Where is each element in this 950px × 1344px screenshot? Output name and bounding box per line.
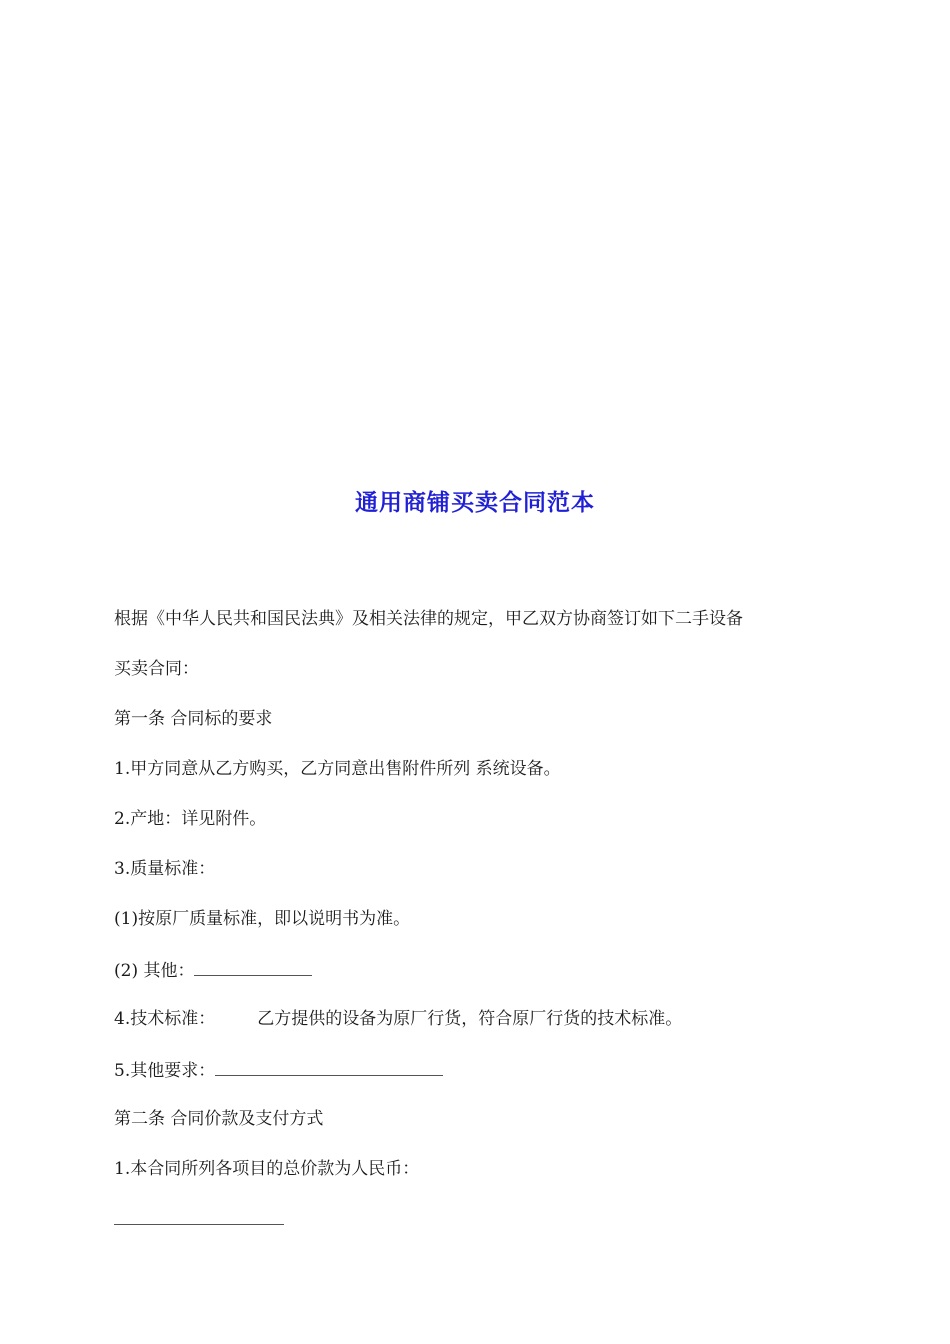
- article-2-heading: 第二条 合同价款及支付方式: [114, 1109, 324, 1129]
- item-4-label: 4.技术标准：: [114, 1009, 216, 1029]
- item-2: 2.产地：详见附件。: [114, 809, 267, 829]
- item-1: 1.甲方同意从乙方购买，乙方同意出售附件所列 系统设备。: [114, 759, 561, 779]
- item-5-label: 5.其他要求：: [114, 1061, 216, 1081]
- intro-line-2: 买卖合同：: [114, 659, 199, 679]
- item-3-2-label: (2) 其他：: [114, 961, 195, 981]
- item-4-text: 乙方提供的设备为原厂行货，符合原厂行货的技术标准。: [257, 1009, 683, 1029]
- document-title: 通用商铺买卖合同范本: [355, 490, 595, 516]
- blank-field: [194, 957, 312, 976]
- blank-field: [215, 1057, 443, 1076]
- blank-field: [114, 1206, 284, 1225]
- item-4: [114, 1007, 682, 1031]
- intro-line-1: 根据《中华人民共和国民法典》及相关法律的规定，甲乙双方协商签订如下二手设备: [114, 609, 743, 629]
- item-3-2: [114, 957, 312, 983]
- price-blank-line: [114, 1206, 284, 1232]
- item-3: 3.质量标准：: [114, 859, 216, 879]
- article-1-heading: 第一条 合同标的要求: [114, 709, 273, 729]
- article-2-item-1: 1.本合同所列各项目的总价款为人民币：: [114, 1159, 420, 1179]
- item-3-1: (1)按原厂质量标准，即以说明书为准。: [114, 909, 411, 929]
- item-5: [114, 1057, 443, 1083]
